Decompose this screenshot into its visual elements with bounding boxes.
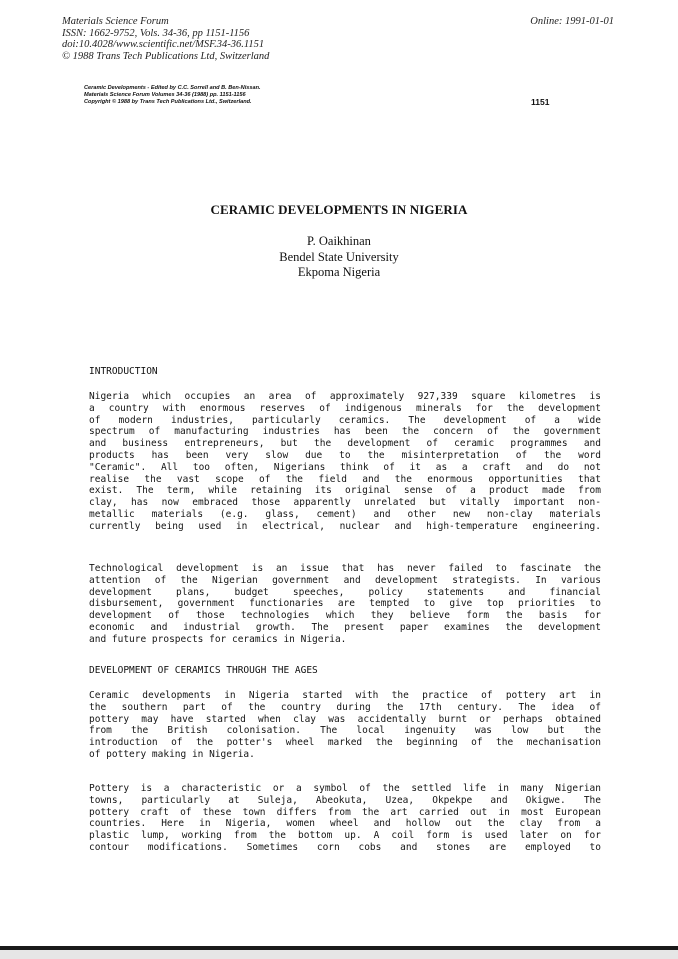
copyright-line: © 1988 Trans Tech Publications Ltd, Switzerland [62, 50, 270, 62]
text-line: plastic lump, working from the bottom up. A coil form is used later on for [89, 830, 601, 842]
text-line: contour modifications. Sometimes corn cobs and stones are employed to [89, 841, 601, 853]
text-line: Ceramic developments in Nigeria started with the practice of pottery art in [89, 690, 601, 701]
section-heading-ages: DEVELOPMENT OF CERAMICS THROUGH THE AGES [89, 665, 318, 676]
journal-name: Materials Science Forum [62, 16, 169, 27]
paragraph-3 [89, 690, 601, 761]
text-line: of modern industries, particularly ceramics. The development of a wide [89, 414, 601, 426]
text-line: introduction of the potter's wheel marked the beginning of the mechanisation [89, 737, 601, 749]
credit-line-2: Materials Science Forum Volumes 34-36 (1988) pp. 1151-1156 [84, 91, 246, 98]
text-line: realise the vast scope of the field and the enormous opportunities that [89, 473, 601, 485]
text-line: and business entrepreneurs, but the development of ceramic programmes and [89, 438, 601, 450]
online-date: Online: 1991-01-01 [530, 16, 614, 27]
text-line: exist. The term, while retaining its original sense of a product made from [89, 485, 601, 497]
text-line: economic and industrial growth. The present paper examines the development [89, 621, 601, 633]
text-line: disbursement, government functionaries are tempted to give top priorities to [89, 598, 601, 610]
author-name: P. Oaikhinan [307, 234, 371, 248]
paragraph-4 [89, 783, 601, 854]
text-line: metallic materials (e.g. glass, cement) and other new non-clay materials [89, 508, 601, 520]
author-block [0, 234, 678, 281]
paper-title: CERAMIC DEVELOPMENTS IN NIGERIA [210, 202, 468, 217]
text-line: clay, has now embraced those apparently unrelated but vitally important non- [89, 497, 601, 509]
text-line: currently being used in electrical, nuclear and high-temperature engineering. [89, 520, 601, 532]
text-line: attention of the Nigerian government and development strategists. In various [89, 574, 601, 586]
text-line: spectrum of manufacturing industries has been the concern of the government [89, 426, 601, 438]
text-line: pottery craft of these town differs from the art carried out in most European [89, 806, 601, 818]
paragraph-1 [89, 391, 601, 533]
doi-line: doi:10.4028/www.scientific.net/MSF.34-36.1151 [62, 39, 265, 51]
credit-line-1: Ceramic Developments - Edited by C.C. Sorrell and B. Ben-Nissan. [84, 85, 261, 91]
text-line: towns, particularly at Suleja, Abeokuta, Uzea, Okpekpe and Okigwe. The [89, 794, 601, 806]
text-line: Technological development is an issue that has never failed to fascinate the [89, 563, 601, 574]
issn-line: ISSN: 1662-9752, Vols. 34-36, pp 1151-1156 [62, 27, 250, 39]
text-line: pottery may have started when clay was accidentally burnt or perhaps obtained [89, 713, 601, 725]
volume-credit [84, 85, 261, 105]
page-number: 1151 [531, 97, 550, 107]
text-line: countries. Here in Nigeria, women wheel and hollow out the clay from a [89, 818, 601, 830]
text-line: and future prospects for ceramics in Nigeria. [89, 633, 347, 645]
page-bottom-edge [0, 946, 678, 950]
author-affiliation: Bendel State University [279, 249, 399, 264]
text-line: the southern part of the country during the 17th century. The idea of [89, 701, 601, 713]
text-line: development plans, budget speeches, policy statements and financial [89, 586, 601, 598]
text-line: Pottery is a characteristic or a symbol of the settled life in many Nigerian [89, 783, 601, 794]
text-line: a country with enormous reserves of indigenous minerals for the development [89, 402, 601, 414]
credit-line-3: Copyright © 1988 by Trans Tech Publications Ltd., Switzerland. [84, 98, 252, 105]
text-line: from the British colonisation. The local ingenuity was low but the [89, 725, 601, 737]
text-line: Nigeria which occupies an area of approximately 927,339 square kilometres is [89, 391, 601, 402]
text-line: products has been very slow due to the misinterpretation of the word [89, 449, 601, 461]
author-location: Ekpoma Nigeria [297, 265, 381, 279]
text-line: development of those technologies which they believe form the basis for [89, 610, 601, 622]
text-line: of pottery making in Nigeria. [89, 748, 255, 760]
section-heading-introduction: INTRODUCTION [89, 366, 158, 377]
paragraph-2 [89, 563, 601, 646]
publication-metadata [62, 16, 269, 62]
text-line: "Ceramic". All too often, Nigerians think of it as a craft and do not [89, 461, 601, 473]
